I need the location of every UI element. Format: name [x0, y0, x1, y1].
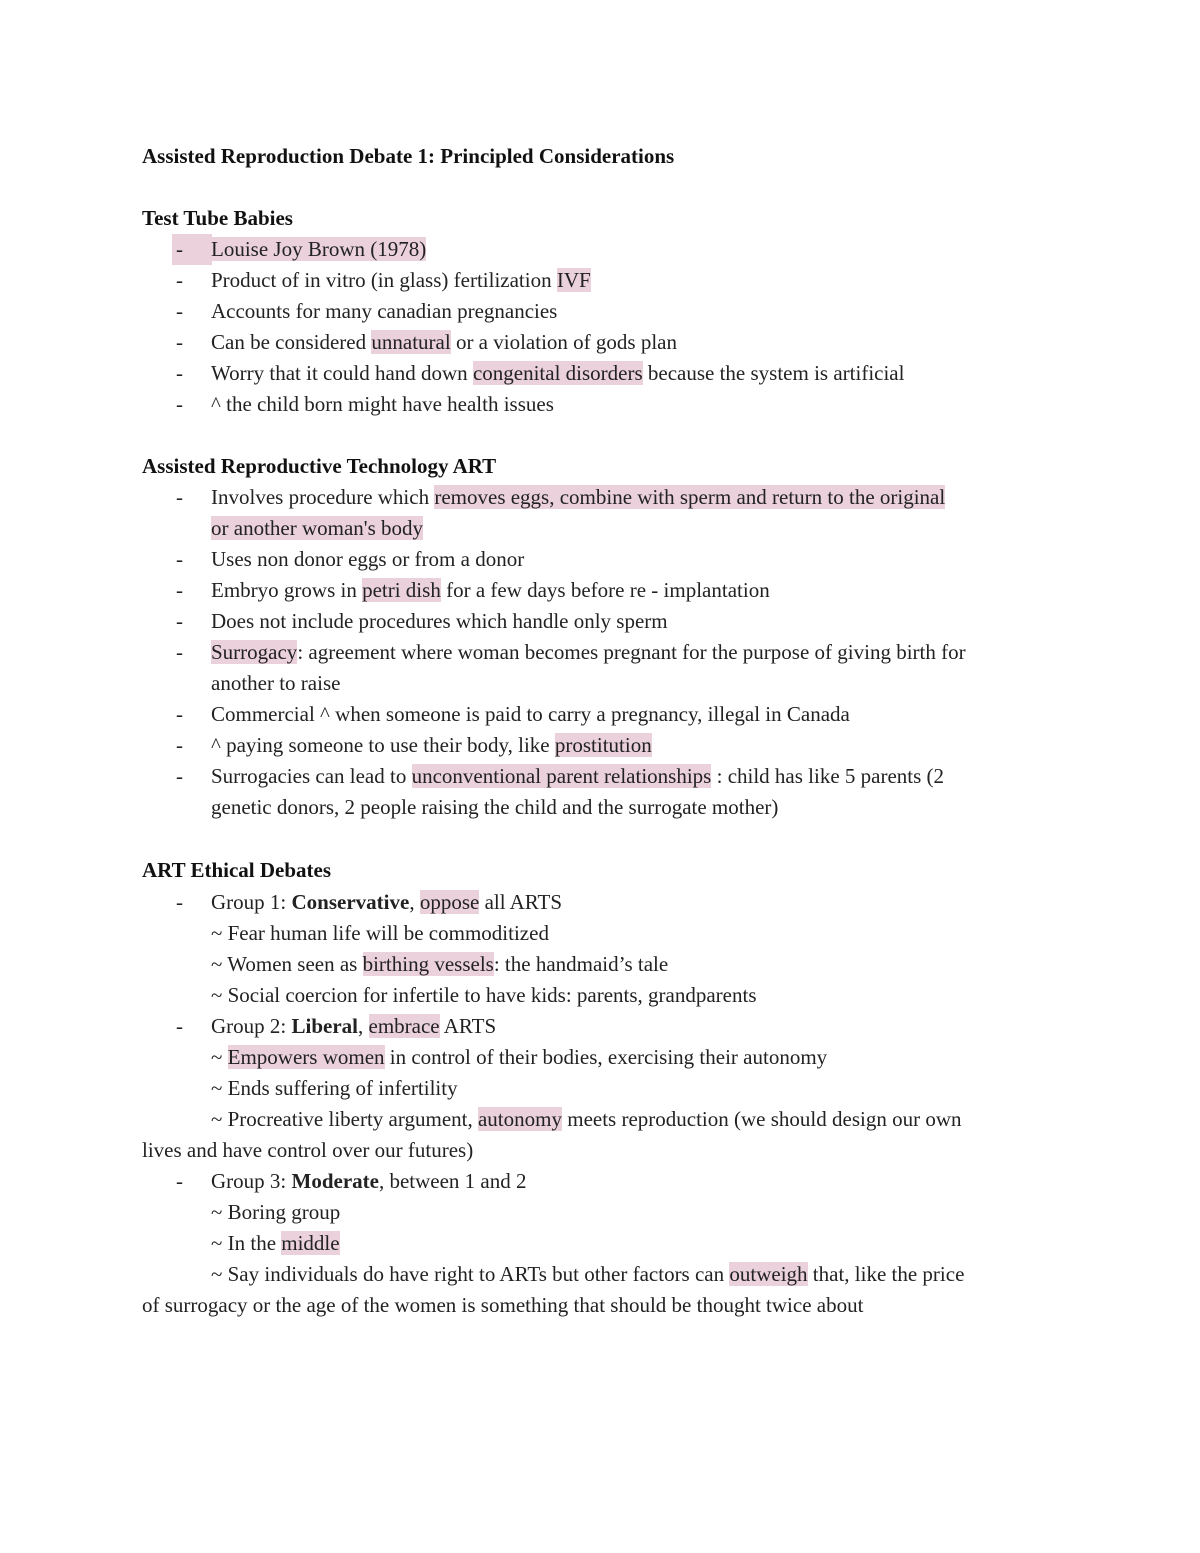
highlight: congenital disorders — [472, 361, 643, 385]
section-heading-art: Assisted Reproductive Technology ART — [142, 454, 497, 478]
bullet-dash: - — [176, 330, 183, 354]
list-item-continuation — [211, 792, 778, 823]
text-run: Can be considered — [211, 330, 372, 354]
list-item-continuation — [211, 668, 340, 699]
text-run: , between 1 and 2 — [378, 1169, 527, 1193]
text-run: Group 3: — [211, 1169, 292, 1193]
text-run: because the system is artificial — [642, 361, 905, 385]
text-run: Does not include procedures which handle only sperm — [211, 609, 668, 633]
text-run: genetic donors, 2 people raising the child and the surrogate mother) — [211, 795, 779, 819]
text-run: Group 2: — [211, 1014, 292, 1038]
bullet-dash: - — [176, 609, 183, 633]
list-item — [211, 761, 944, 792]
bullet-dash: - — [176, 268, 183, 292]
text-run: Product of in vitro (in glass) fertilization — [211, 268, 557, 292]
bullet-dash: - — [176, 485, 183, 509]
list-item — [211, 358, 904, 389]
sub-item — [211, 949, 668, 980]
list-item — [211, 296, 557, 327]
list-item — [211, 234, 426, 265]
text-run: ~ Social coercion for infertile to have kids: parents, grandparents — [211, 983, 757, 1007]
sub-item — [211, 1259, 964, 1290]
text-run: meets reproduction (we should design our own — [561, 1107, 962, 1131]
text-run: Surrogacies can lead to — [211, 764, 412, 788]
text-run: , — [358, 1014, 369, 1038]
text-run: , — [409, 890, 420, 914]
highlight: embrace — [368, 1014, 440, 1038]
bullet-dash: - — [176, 578, 183, 602]
text-run: ~ In the — [211, 1231, 282, 1255]
document-title: Assisted Reproduction Debate 1: Principled Considerations — [142, 144, 675, 168]
text-run: ~ Fear human life will be commoditized — [211, 921, 549, 945]
text-run: Uses non donor eggs or from a donor — [211, 547, 525, 571]
bullet-dash: - — [176, 547, 183, 571]
text-run: Commercial ^ when someone is paid to carry a pregnancy, illegal in Canada — [211, 702, 850, 726]
bullet-dash: - — [176, 702, 183, 726]
bullet-dash: - — [176, 733, 183, 757]
text-run: ~ — [211, 1045, 228, 1069]
highlight: IVF — [556, 268, 591, 292]
text-run: for a few days before re - implantation — [440, 578, 770, 602]
sub-item — [211, 1073, 458, 1104]
list-item — [211, 1166, 527, 1197]
sub-item — [211, 1104, 962, 1135]
list-item — [211, 482, 945, 513]
highlight: removes eggs, combine with sperm and return to the original — [434, 485, 946, 509]
bullet-dash: - — [176, 392, 183, 416]
text-run: : child has like 5 parents (2 — [711, 764, 945, 788]
list-item — [211, 575, 770, 606]
text-run: : agreement where woman becomes pregnant for the purpose of giving birth for — [297, 640, 966, 664]
text-run: ^ paying someone to use their body, like — [211, 733, 555, 757]
bullet-dash: - — [176, 1014, 183, 1038]
text-run: all ARTS — [479, 890, 563, 914]
sub-item — [211, 1197, 340, 1228]
text-run: or a violation of gods plan — [450, 330, 677, 354]
text-run: Worry that it could hand down — [211, 361, 473, 385]
section-heading-test-tube-babies: Test Tube Babies — [142, 206, 293, 230]
text-run: ~ Boring group — [211, 1200, 341, 1224]
bullet-dash: - — [172, 234, 212, 265]
highlight: petri dish — [362, 578, 441, 602]
text-run: : the handmaid’s tale — [493, 952, 669, 976]
text-run: Embryo grows in — [211, 578, 363, 602]
highlight: middle — [281, 1231, 340, 1255]
list-item — [211, 389, 554, 420]
highlight: oppose — [419, 890, 480, 914]
text-run: ~ Say individuals do have right to ARTs but other factors can — [211, 1262, 730, 1286]
list-item — [211, 327, 677, 358]
bullet-dash: - — [176, 764, 183, 788]
sub-item — [211, 918, 549, 949]
list-item — [211, 699, 850, 730]
sub-item — [211, 1228, 340, 1259]
bullet-dash: - — [176, 890, 183, 914]
list-item — [211, 637, 966, 668]
highlight: prostitution — [554, 733, 652, 757]
text-run: Involves procedure which — [211, 485, 435, 509]
text-run: another to raise — [211, 671, 341, 695]
text-run: of surrogacy or the age of the women is something that should be thought twice about — [142, 1293, 864, 1317]
list-item-continuation — [211, 513, 423, 544]
sub-item-continuation — [142, 1135, 473, 1166]
list-item — [211, 730, 652, 761]
sub-item-continuation — [142, 1290, 863, 1321]
bold-term: Liberal — [291, 1014, 358, 1038]
list-item — [211, 544, 524, 575]
text-run: Group 1: — [211, 890, 292, 914]
text-run: Accounts for many canadian pregnancies — [211, 299, 558, 323]
bullet-dash: - — [176, 299, 183, 323]
highlight: birthing vessels — [362, 952, 494, 976]
list-item — [211, 606, 668, 637]
text-run: ARTS — [439, 1014, 497, 1038]
text-run: in control of their bodies, exercising their autonomy — [384, 1045, 828, 1069]
text-run: ~ Women seen as — [211, 952, 363, 976]
highlight: Surrogacy — [211, 640, 298, 664]
text-run: lives and have control over our futures) — [142, 1138, 474, 1162]
text-run: ~ Ends suffering of infertility — [211, 1076, 458, 1100]
bullet-dash: - — [176, 1169, 183, 1193]
text-run: that, like the price — [807, 1262, 965, 1286]
text-run: ~ Procreative liberty argument, — [211, 1107, 478, 1131]
highlight: or another woman's body — [211, 516, 423, 540]
text-run: ^ the child born might have health issues — [211, 392, 554, 416]
section-heading-art-ethical-debates: ART Ethical Debates — [142, 858, 332, 882]
highlight: unconventional parent relationships — [411, 764, 712, 788]
highlight: autonomy — [477, 1107, 562, 1131]
list-item — [211, 887, 562, 918]
bullet-dash: - — [176, 361, 183, 385]
list-item — [211, 265, 591, 296]
list-item — [211, 1011, 496, 1042]
bullet-dash: - — [176, 640, 183, 664]
bold-term: Moderate — [291, 1169, 379, 1193]
highlight: Louise Joy Brown (1978) — [211, 237, 427, 261]
bold-term: Conservative — [291, 890, 410, 914]
sub-item — [211, 1042, 827, 1073]
highlight: Empowers women — [227, 1045, 385, 1069]
highlight: unnatural — [371, 330, 451, 354]
highlight: outweigh — [729, 1262, 808, 1286]
sub-item — [211, 980, 757, 1011]
